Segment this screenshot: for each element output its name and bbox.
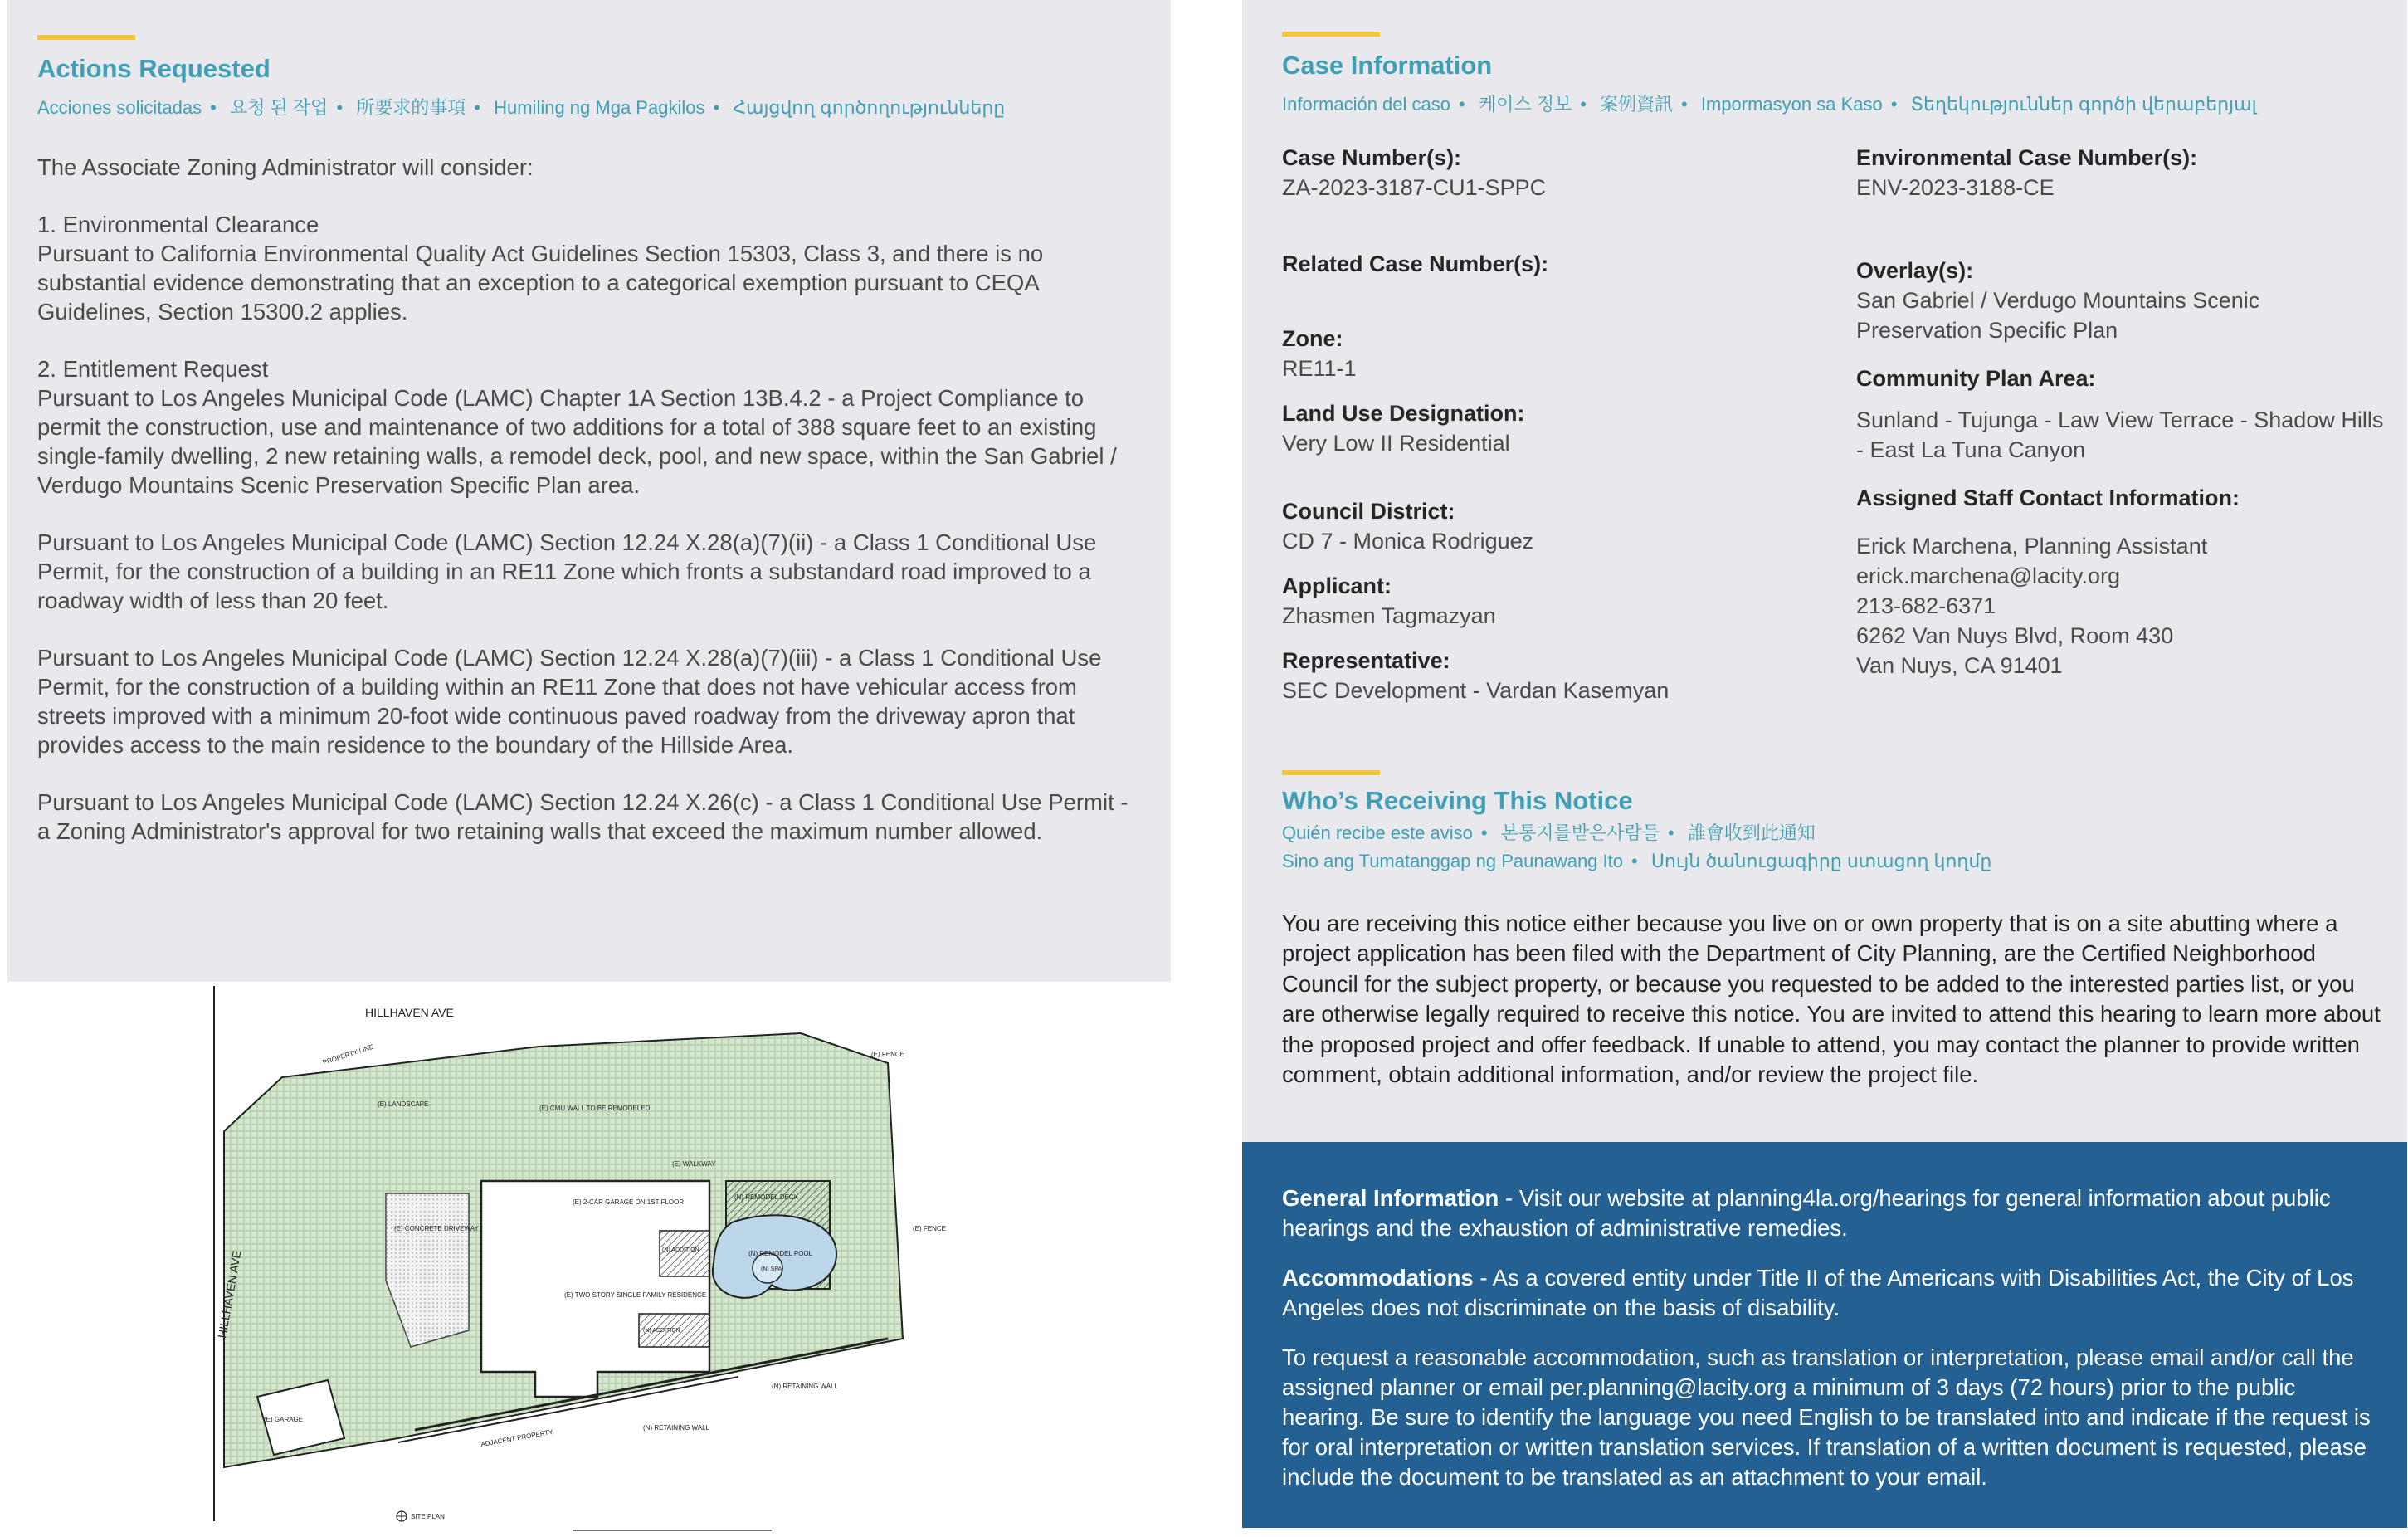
- accommodations-text: - As a covered entity under Title II of the Americans with Disabilities Act, the City of Los Angeles does not discriminate on the basis of disability.: [1282, 1265, 2354, 1320]
- street-left-label: HILLHAVEN AVE: [215, 1249, 244, 1339]
- staff-address-2: Van Nuys, CA 91401: [1856, 653, 2063, 678]
- env-case-label: Environmental Case Number(s):: [1856, 145, 2198, 170]
- retaining-wall-label-2: (N) RETAINING WALL: [643, 1424, 710, 1432]
- receiving-section: [1282, 770, 2386, 1091]
- representative-label: Representative:: [1282, 648, 1450, 673]
- spa-label: (N) SPA: [761, 1266, 782, 1272]
- representative-value: SEC Development - Vardan Kasemyan: [1282, 678, 1670, 703]
- case-left-column: [1282, 143, 1821, 705]
- translation-es: Información del caso: [1282, 93, 1450, 115]
- translation-zh: 案例資訊: [1600, 93, 1674, 115]
- site-plan-drawing: [207, 982, 979, 1537]
- applicant-value: Zhasmen Tagmazyan: [1282, 603, 1496, 628]
- site-plan-caption: SITE PLAN: [411, 1513, 445, 1520]
- staff-address-1: 6262 Van Nuys Blvd, Room 430: [1856, 623, 2174, 648]
- accommodations: [1282, 1263, 2374, 1323]
- adjacent-property-label: ADJACENT PROPERTY: [480, 1427, 554, 1448]
- translation-es: Acciones solicitadas: [37, 96, 202, 118]
- general-info-label: General Information: [1282, 1185, 1499, 1211]
- overlay-value: San Gabriel / Verdugo Mountains Scenic Preservation Specific Plan: [1856, 288, 2260, 343]
- cmu-wall-label: (E) CMU WALL TO BE REMODELED: [539, 1105, 651, 1112]
- accent-bar: [37, 35, 135, 40]
- overlay-label: Overlay(s):: [1856, 258, 1974, 283]
- garage-label: (E) GARAGE: [264, 1416, 304, 1423]
- item-2-text: Pursuant to Los Angeles Municipal Code (LAMC) Chapter 1A Section 13B.4.2 - a Project Compliance to permit the construction, use and maintenance of two additions for a total of 388 square feet to an existing single-family dwelling, 2 new retaining walls, a remodel deck, pool, and new space, within the San Gabriel / Verdugo Mountains Scenic Preservation Specific Plan area.: [37, 384, 1117, 498]
- garage-2-label: (E) 2-CAR GARAGE ON 1ST FLOOR: [573, 1198, 685, 1206]
- translation-zh: 誰會收到此通知: [1687, 822, 1816, 843]
- receiving-translations-row-2: Sino ang Tumatanggap ng Paunawang Ito • Սույն ծանուցագիրը ստացող կողմը: [1282, 850, 1992, 871]
- actions-title: Actions Requested: [37, 54, 271, 83]
- env-case-value: ENV-2023-3188-CE: [1856, 175, 2055, 200]
- fence-label-2: (E) FENCE: [913, 1225, 946, 1232]
- translation-ko: 본통지를받은사람들: [1500, 822, 1660, 843]
- item-1-heading: 1. Environmental Clearance: [37, 211, 319, 237]
- item-2-heading: 2. Entitlement Request: [37, 355, 269, 382]
- pool-label: (N) REMODEL POOL: [748, 1250, 813, 1257]
- residence-footprint: [481, 1181, 709, 1397]
- translation-es: Quién recibe este aviso: [1282, 822, 1473, 843]
- actions-requested-panel: [7, 0, 1171, 982]
- translation-hy: Սույն ծանուցագիրը ստացող կողմը: [1650, 850, 1992, 871]
- council-label: Council District:: [1282, 499, 1455, 524]
- addition-1: [660, 1231, 709, 1276]
- land-use-label: Land Use Designation:: [1282, 401, 1525, 426]
- accommodation-request: To request a reasonable accommodation, such as translation or interpretation, please email and/or call the assigned planner or email per.planning@lacity.org a minimum of 3 days (72 hours) prior to the public hearing. Be sure to identify the language you need English to be translated into and indicate if the request is for oral interpretation or written translation services. If translation of a written document is requested, please include the document to be translated as an attachment to your email.: [1282, 1344, 2371, 1490]
- actions-item-1: [37, 210, 1144, 326]
- staff-name: Erick Marchena, Planning Assistant: [1856, 534, 2208, 559]
- street-top-label: HILLHAVEN AVE: [365, 1006, 454, 1019]
- translation-tl: Humiling ng Mga Pagkilos: [494, 96, 705, 118]
- actions-item-2: [37, 354, 1144, 500]
- driveway-label: (E) CONCRETE DRIVEWAY: [394, 1225, 479, 1232]
- case-number-label: Case Number(s):: [1282, 145, 1462, 170]
- residence-label: (E) TWO STORY SINGLE FAMILY RESIDENCE: [564, 1291, 707, 1299]
- zone-value: RE11-1: [1282, 356, 1357, 381]
- addition-2-label: (N) ADDITION: [643, 1328, 680, 1334]
- staff-phone: 213-682-6371: [1856, 593, 1996, 618]
- translation-zh: 所要求的事項: [356, 96, 466, 118]
- actions-para-5: Pursuant to Los Angeles Municipal Code (LAMC) Section 12.24 X.26(c) - a Class 1 Conditional Use Permit - a Zoning Administrator's approval for two retaining walls that exceed the maximum number allowed.: [37, 788, 1128, 844]
- translation-tl: Sino ang Tumatanggap ng Paunawang Ito: [1282, 850, 1623, 871]
- receiving-title: Who’s Receiving This Notice: [1282, 786, 1633, 815]
- community-plan-value: Sunland - Tujunga - Law View Terrace - Shadow Hills - East La Tuna Canyon: [1856, 407, 2384, 462]
- general-info-text: - Visit our website at planning4la.org/hearings for general information about public hearings and the exhaustion of administrative remedies.: [1282, 1185, 2331, 1241]
- item-1-text: Pursuant to California Environmental Quality Act Guidelines Section 15303, Class 3, and there is no substantial evidence demonstrating that an exception to a categorical exemption pursuant to CEQA Guidelines, Section 15300.2 applies.: [37, 240, 1044, 324]
- actions-body: [37, 153, 1144, 846]
- land-use-value: Very Low II Residential: [1282, 431, 1510, 456]
- community-plan-label: Community Plan Area:: [1856, 366, 2096, 391]
- receiving-translations-row-1: Quién recibe este aviso • 본통지를받은사람들 • 誰會收到此通知: [1282, 822, 1816, 843]
- actions-para-4: Pursuant to Los Angeles Municipal Code (LAMC) Section 12.24 X.28(a)(7)(iii) - a Class 1 Conditional Use Permit, for the construction of a building within an RE11 Zone that does not have vehicular access from streets improved with a minimum 20-foot wide continuous paved roadway from the driveway apron that provides access to the main residence to the boundary of the Hillside Area.: [37, 644, 1102, 758]
- case-right-column: [1856, 143, 2387, 681]
- receiving-body: You are receiving this notice either because you live on or own property that is on a site abutting where a project application has been filed with the Department of City Planning, are the Certified Neighborhood Council for the subject property, or because you requested to be added to the interested parties list, or you are otherwise legally required to receive this notice. You are invited to attend this hearing to learn more about the proposed project and offer feedback. If unable to attend, you may contact the planner to provide written comment, obtain additional information, and/or review the project file.: [1282, 910, 2381, 1088]
- case-information-panel: [1242, 0, 2407, 1142]
- applicant-label: Applicant:: [1282, 573, 1392, 598]
- translation-tl: Impormasyon sa Kaso: [1700, 93, 1883, 115]
- general-info-panel: [1242, 1142, 2407, 1528]
- translation-ko: 케이스 정보: [1478, 93, 1572, 115]
- translation-ko: 요청 된 작업: [229, 96, 329, 118]
- case-title: Case Information: [1282, 51, 1493, 80]
- addition-1-label: (N) ADDITION: [662, 1247, 699, 1253]
- actions-intro: The Associate Zoning Administrator will consider:: [37, 154, 534, 180]
- actions-translations: Acciones solicitadas • 요청 된 작업 • 所要求的事項 • Humiling ng Mga Pagkilos • Հայցվող գործողությունները: [37, 96, 1006, 118]
- deck-label: (N) REMODEL DECK: [734, 1193, 799, 1201]
- walkway-label: (E) WALKWAY: [672, 1160, 716, 1168]
- accent-bar: [1282, 770, 1380, 775]
- receiving-translations: [1282, 819, 2386, 876]
- fence-label-1: (E) FENCE: [871, 1051, 904, 1058]
- staff-contact-block: [1856, 531, 2387, 681]
- translation-hy: Տեղեկություններ գործի վերաբերյալ: [1910, 93, 2257, 115]
- council-value: CD 7 - Monica Rodriguez: [1282, 529, 1534, 554]
- staff-contact-label: Assigned Staff Contact Information:: [1856, 485, 2240, 510]
- translation-hy: Հայցվող գործողությունները: [733, 96, 1006, 118]
- zone-label: Zone:: [1282, 326, 1343, 351]
- staff-email: erick.marchena@lacity.org: [1856, 564, 2121, 588]
- accent-bar: [1282, 32, 1380, 37]
- accommodations-label: Accommodations: [1282, 1265, 1474, 1291]
- actions-para-3: Pursuant to Los Angeles Municipal Code (LAMC) Section 12.24 X.28(a)(7)(ii) - a Class 1 Conditional Use Permit, for the construction of a building in an RE11 Zone which fronts a substandard road improved to a roadway width of less than 20 feet.: [37, 529, 1097, 613]
- landscape-label: (E) LANDSCAPE: [378, 1100, 429, 1108]
- case-translations: Información del caso • 케이스 정보 • 案例資訊 • Impormasyon sa Kaso • Տեղեկություններ գործի վերաբերյալ: [1282, 93, 2257, 115]
- related-case-label: Related Case Number(s):: [1282, 251, 1549, 276]
- property-line-label: PROPERTY LINE: [321, 1042, 375, 1066]
- general-information: [1282, 1183, 2374, 1243]
- retaining-wall-label-1: (N) RETAINING WALL: [772, 1383, 839, 1390]
- case-number-value: ZA-2023-3187-CU1-SPPC: [1282, 175, 1547, 200]
